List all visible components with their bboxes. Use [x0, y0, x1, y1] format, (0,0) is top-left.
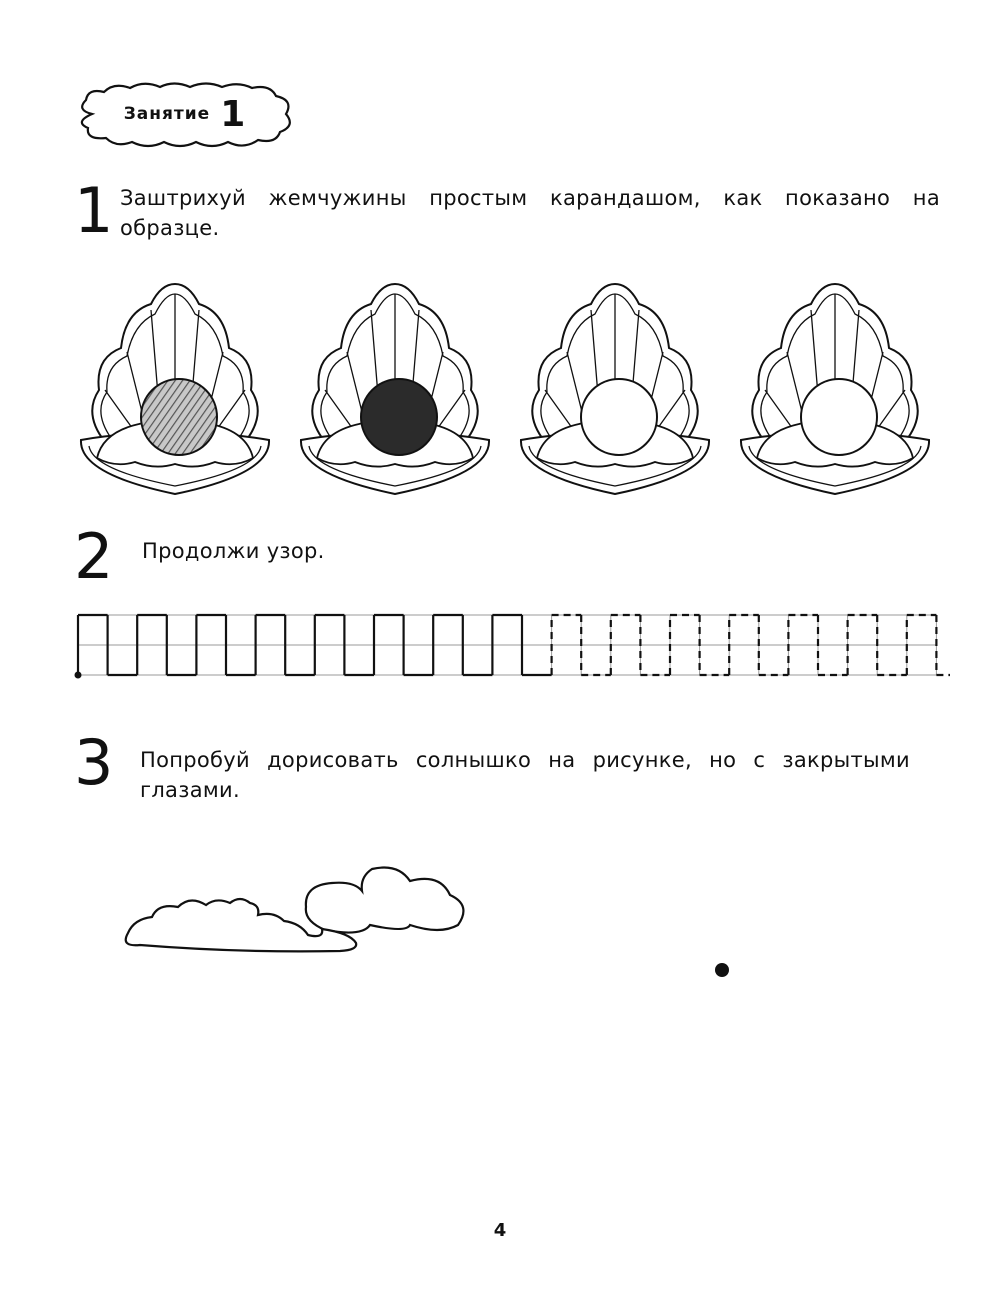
pearl-hatched-sample	[141, 379, 217, 455]
clouds-drawing	[110, 855, 490, 965]
pattern-start-dot	[75, 672, 82, 679]
task-1-text: Заштрихуй жемчужины простым карандашом, как показано на образце.	[120, 186, 940, 240]
pearl-empty[interactable]	[581, 379, 657, 455]
shell-2	[301, 284, 489, 494]
lesson-word: Занятие	[123, 104, 211, 124]
task-1-number: 1	[74, 174, 114, 247]
task-3-number: 3	[74, 726, 114, 799]
lesson-number: 1	[220, 93, 246, 135]
task-3-text: Попробуй дорисовать солнышко на рисунке, но с закрытыми глазами.	[140, 748, 910, 802]
pearl-dark-sample	[361, 379, 437, 455]
lesson-title	[72, 78, 297, 150]
cloud-right	[306, 868, 464, 933]
sun-start-dot[interactable]	[712, 960, 732, 980]
shells-row	[70, 282, 950, 500]
shell-1	[81, 284, 269, 494]
page-number: 4	[493, 1220, 507, 1241]
shell-3	[521, 284, 709, 494]
task-2-number: 2	[74, 520, 114, 593]
pearl-empty[interactable]	[801, 379, 877, 455]
task-2-text: Продолжи узор.	[142, 539, 325, 563]
pattern-grid[interactable]	[70, 605, 950, 685]
shell-4	[741, 284, 929, 494]
